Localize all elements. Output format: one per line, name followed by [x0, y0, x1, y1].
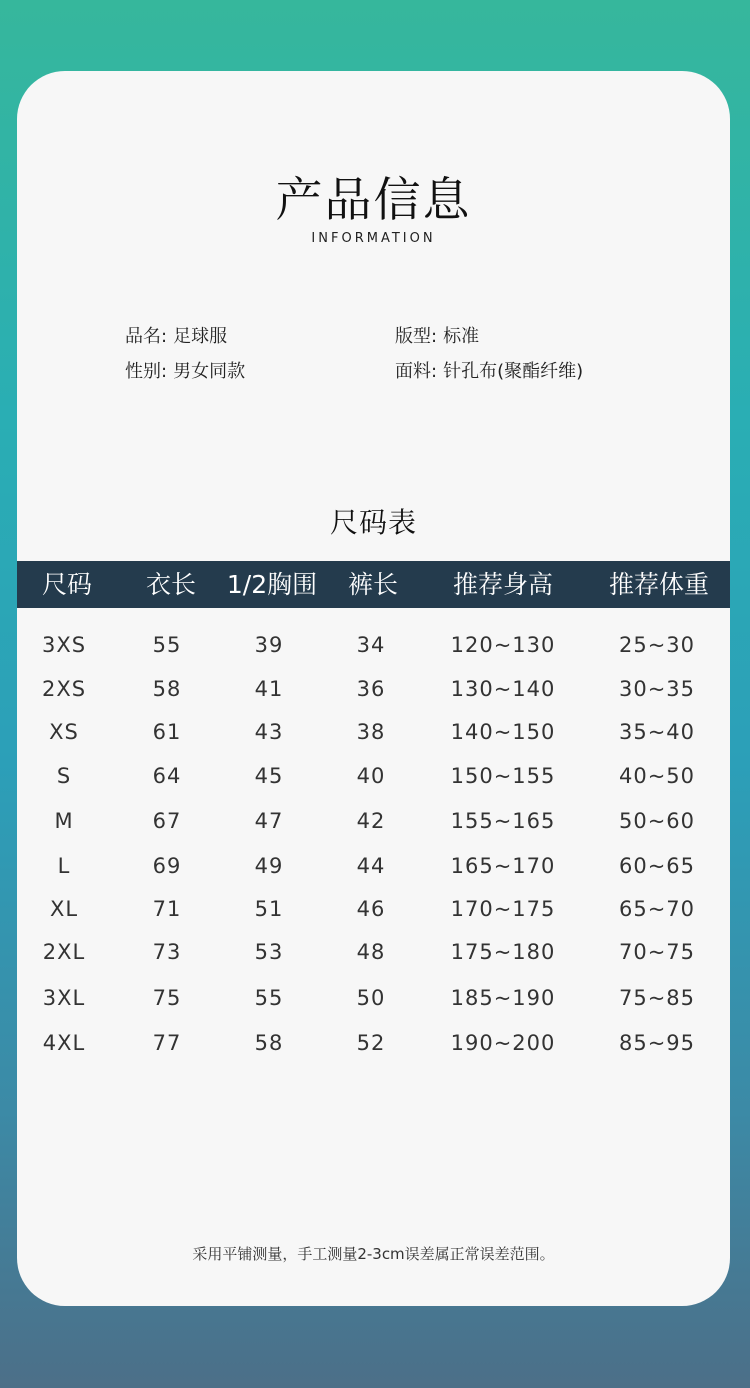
cell-pants-length: 38	[356, 720, 386, 744]
cell-size: 2XL	[42, 940, 86, 964]
cell-chest: 51	[254, 897, 284, 921]
cell-pants-length: 46	[356, 897, 386, 921]
cell-height: 130~140	[450, 677, 556, 701]
attribute-value: 标准	[443, 325, 480, 347]
cell-weight: 70~75	[618, 940, 696, 964]
size-chart-title: 尺码表	[329, 506, 417, 539]
cell-length: 64	[152, 764, 182, 788]
cell-length: 75	[152, 986, 182, 1010]
cell-height: 170~175	[450, 897, 556, 921]
cell-height: 155~165	[450, 809, 556, 833]
attribute-label: 性别:	[125, 360, 168, 382]
cell-length: 67	[152, 809, 182, 833]
cell-chest: 53	[254, 940, 284, 964]
cell-size: S	[56, 764, 72, 788]
cell-chest: 39	[254, 633, 284, 657]
cell-weight: 75~85	[618, 986, 696, 1010]
table-row	[17, 625, 730, 665]
page-subtitle: INFORMATION	[311, 231, 436, 246]
table-row	[17, 669, 730, 709]
cell-size: M	[54, 809, 74, 833]
attribute-label: 面料:	[395, 360, 438, 382]
cell-height: 140~150	[450, 720, 556, 744]
attribute-value: 针孔布(聚酯纤维)	[443, 360, 584, 382]
cell-size: 3XL	[42, 986, 86, 1010]
cell-length: 77	[152, 1031, 182, 1055]
cell-length: 55	[152, 633, 182, 657]
cell-size: L	[57, 854, 71, 878]
attribute-fabric	[395, 357, 665, 383]
table-row	[17, 978, 730, 1018]
size-table-header	[17, 561, 730, 608]
cell-pants-length: 48	[356, 940, 386, 964]
cell-length: 73	[152, 940, 182, 964]
cell-chest: 49	[254, 854, 284, 878]
cell-height: 190~200	[450, 1031, 556, 1055]
cell-pants-length: 36	[356, 677, 386, 701]
cell-weight: 65~70	[618, 897, 696, 921]
column-header-weight: 推荐体重	[608, 570, 710, 599]
cell-height: 165~170	[450, 854, 556, 878]
cell-pants-length: 50	[356, 986, 386, 1010]
measurement-note: 采用平铺测量，手工测量2-3cm误差属正常误差范围。	[192, 1245, 555, 1263]
cell-height: 175~180	[450, 940, 556, 964]
cell-pants-length: 52	[356, 1031, 386, 1055]
table-row	[17, 846, 730, 886]
product-info-card	[17, 71, 730, 1306]
column-header-pants-length: 裤长	[347, 570, 399, 599]
cell-weight: 35~40	[618, 720, 696, 744]
cell-size: XS	[49, 720, 79, 744]
attribute-fit	[395, 322, 665, 348]
table-row	[17, 712, 730, 752]
cell-size: 2XS	[41, 677, 87, 701]
cell-height: 120~130	[450, 633, 556, 657]
page-title: 产品信息	[275, 173, 472, 228]
cell-size: 3XS	[41, 633, 87, 657]
column-header-length: 衣长	[145, 570, 197, 599]
cell-length: 61	[152, 720, 182, 744]
cell-size: XL	[49, 897, 79, 921]
cell-length: 58	[152, 677, 182, 701]
cell-pants-length: 42	[356, 809, 386, 833]
cell-chest: 47	[254, 809, 284, 833]
column-header-height: 推荐身高	[452, 570, 554, 599]
cell-chest: 41	[254, 677, 284, 701]
product-attributes	[125, 317, 665, 387]
cell-pants-length: 40	[356, 764, 386, 788]
attribute-label: 品名:	[125, 325, 168, 347]
attribute-value: 足球服	[173, 325, 228, 347]
attribute-row	[125, 317, 665, 352]
cell-weight: 85~95	[618, 1031, 696, 1055]
cell-weight: 25~30	[618, 633, 696, 657]
attribute-label: 版型:	[395, 325, 438, 347]
attribute-gender	[125, 357, 395, 383]
cell-weight: 50~60	[618, 809, 696, 833]
cell-pants-length: 44	[356, 854, 386, 878]
column-header-chest: 1/2胸围	[226, 570, 318, 599]
cell-chest: 55	[254, 986, 284, 1010]
table-row	[17, 756, 730, 796]
table-row	[17, 801, 730, 841]
cell-weight: 60~65	[618, 854, 696, 878]
cell-weight: 40~50	[618, 764, 696, 788]
cell-pants-length: 34	[356, 633, 386, 657]
cell-height: 185~190	[450, 986, 556, 1010]
attribute-name	[125, 322, 395, 348]
attribute-value: 男女同款	[173, 360, 246, 382]
table-row	[17, 932, 730, 972]
cell-length: 71	[152, 897, 182, 921]
cell-weight: 30~35	[618, 677, 696, 701]
cell-chest: 45	[254, 764, 284, 788]
cell-chest: 58	[254, 1031, 284, 1055]
cell-height: 150~155	[450, 764, 556, 788]
table-row	[17, 889, 730, 929]
cell-chest: 43	[254, 720, 284, 744]
attribute-row	[125, 352, 665, 387]
column-header-size: 尺码	[41, 570, 93, 599]
table-row	[17, 1023, 730, 1063]
cell-size: 4XL	[42, 1031, 86, 1055]
cell-length: 69	[152, 854, 182, 878]
